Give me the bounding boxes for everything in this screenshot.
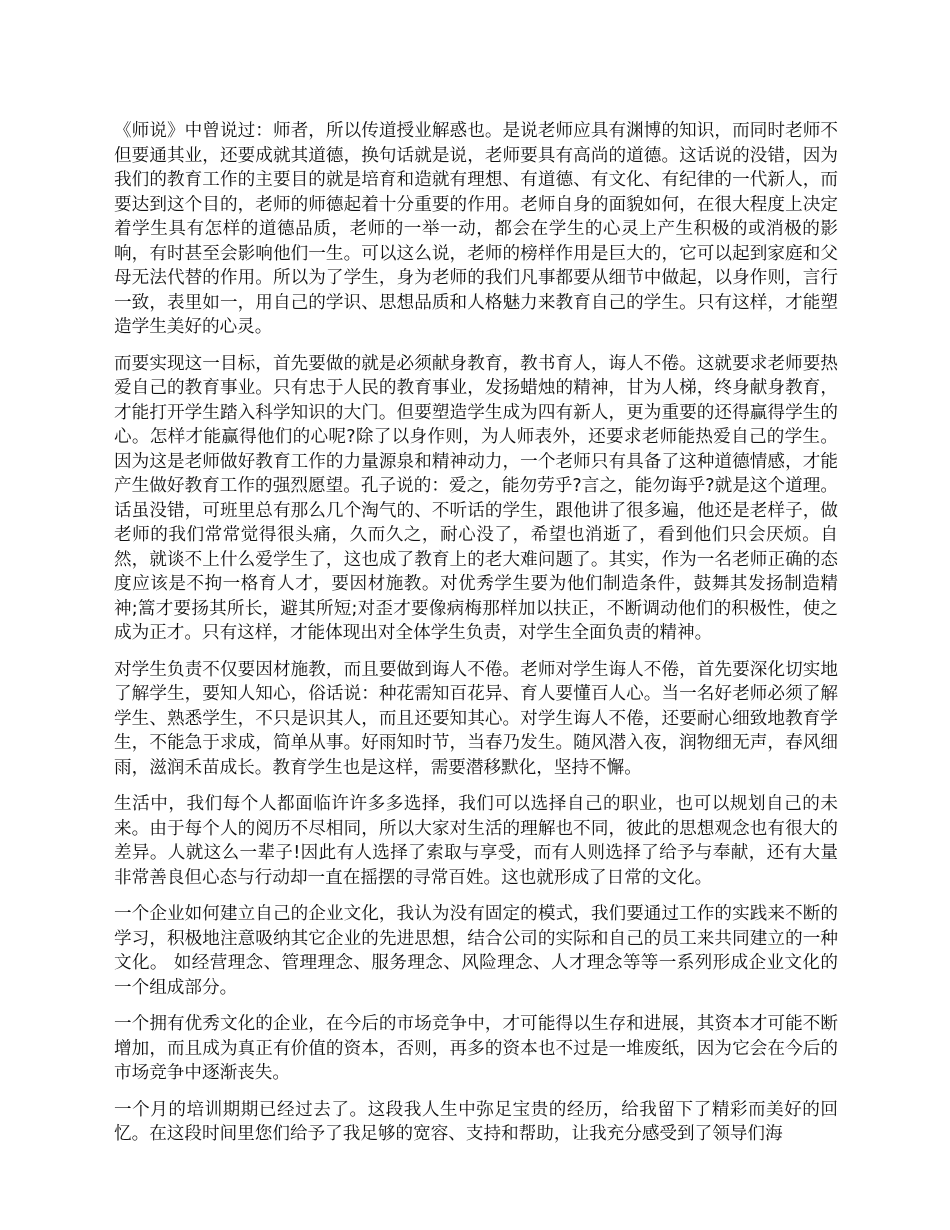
document-body: [114, 119, 838, 1159]
paragraph-life-choices: 生活中，我们每个人都面临许许多多选择，我们可以选择自己的职业，也可以规划自己的未来。由于每个人的阅历不尽相同，所以大家对生活的理解也不同，彼此的思想观念也有很大的差异。人就这么一辈子!因此有人选择了索取与享受，而有人则选择了给予与奉献，还有大量非常善良但心态与行动却一直在摇摆的寻常百姓。这也就形成了日常的文化。: [114, 794, 838, 888]
paragraph-training-period: 一个月的培训期期已经过去了。这段我人生中弥足宝贵的经历，给我留下了精彩而美好的回忆。在这段时间里您们给予了我足够的宽容、支持和帮助，让我充分感受到了领导们海: [114, 1099, 838, 1144]
paragraph-excellent-culture: 一个拥有优秀文化的企业，在今后的市场竞争中，才可能得以生存和进展，其资本才可能不断增加，而且成为真正有价值的资本，否则，再多的资本也不过是一堆废纸，因为它会在今后的市场竞争中逐渐丧失。: [114, 1014, 838, 1083]
paragraph-corporate-culture: 一个企业如何建立自己的企业文化，我认为没有固定的模式，我们要通过工作的实践来不断的学习，积极地注意吸纳其它企业的先进思想，结合公司的实际和自己的员工来共同建立的一种文化。 如经营理念、管理理念、服务理念、风险理念、人才理念等等一系列形成企业文化的一个组成部分。: [114, 904, 838, 998]
paragraph-teacher-ethics: 《师说》中曾说过：师者，所以传道授业解惑也。是说老师应具有渊博的知识，而同时老师不但要通其业，还要成就其道德，换句话就是说，老师要具有高尚的道德。这话说的没错，因为我们的教育工作的主要目的就是培育和造就有理想、有道德、有文化、有纪律的一代新人，而要达到这个目的，老师的师德起着十分重要的作用。老师自身的面貌如何，在很大程度上决定着学生具有怎样的道德品质，老师的一举一动，都会在学生的心灵上产生积极的或消极的影响，有时甚至会影响他们一生。可以这么说，老师的榜样作用是巨大的，它可以起到家庭和父母无法代替的作用。所以为了学生，身为老师的我们凡事都要从细节中做起，以身作则，言行一致，表里如一，用自己的学识、思想品质和人格魅力来教育自己的学生。只有这样，才能塑造学生美好的心灵。: [114, 121, 838, 337]
paragraph-devotion-to-education: 而要实现这一目标，首先要做的就是必须献身教育，教书育人，诲人不倦。这就要求老师要热爱自己的教育事业。只有忠于人民的教育事业，发扬蜡烛的精神，甘为人梯，终身献身教育，才能打开学生踏入科学知识的大门。但要塑造学生成为四有新人，更为重要的还得赢得学生的心。怎样才能赢得他们的心呢?除了以身作则，为人师表外，还要求老师能热爱自己的学生。因为这是老师做好教育工作的力量源泉和精神动力，一个老师只有具备了这种道德情感，才能产生做好教育工作的强烈愿望。孔子说的：爱之，能勿劳乎?言之，能勿诲乎?就是这个道理。话虽没错，可班里总有那么几个淘气的、不听话的学生，跟他讲了很多遍，他还是老样子，做老师的我们常常觉得很头痛，久而久之，耐心没了，希望也消逝了，看到他们只会厌烦。自然，就谈不上什么爱学生了，这也成了教育上的老大难问题了。其实，作为一名老师正确的态度应该是不拘一格育人才，要因材施教。对优秀学生要为他们制造条件，鼓舞其发扬制造精神;篙才要扬其所长，避其所短;对歪才要像病梅那样加以扶正，不断调动他们的积极性，使之成为正才。只有这样，才能体现出对全体学生负责，对学生全面负责的精神。: [114, 353, 838, 643]
paragraph-responsibility-to-students: 对学生负责不仅要因材施教，而且要做到诲人不倦。老师对学生诲人不倦，首先要深化切实地了解学生，要知人知心，俗话说：种花需知百花异、育人要懂百人心。当一名好老师必须了解学生、熟悉学生，不只是识其人，而且还要知其心。对学生诲人不倦，还要耐心细致地教育学生，不能急于求成，简单从事。好雨知时节，当春乃发生。随风潜入夜，润物细无声，春风细雨，滋润禾苗成长。教育学生也是这样，需要潜移默化，坚持不懈。: [114, 659, 838, 778]
